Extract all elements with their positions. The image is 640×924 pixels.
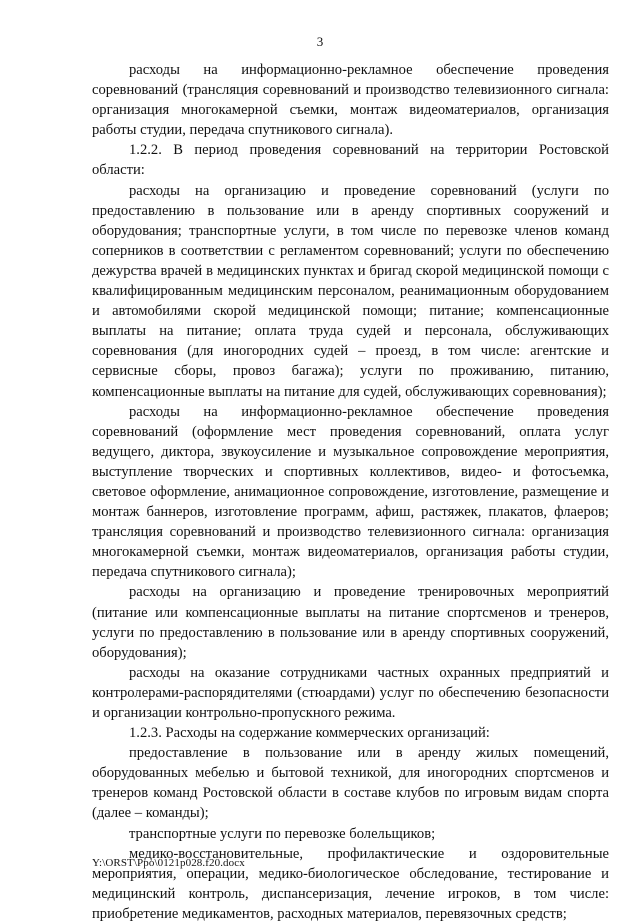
paragraph: транспортные услуги по перевозке болельщиков; bbox=[129, 825, 436, 842]
document-body bbox=[92, 60, 609, 924]
paragraph: расходы на организацию и проведение тренировочных мероприятий (питание или компенсационные выплаты на питание спортсменов и тренеров, услуги по предоставлению в пользование или в аренду спортивных сооружений, оборудования); bbox=[92, 584, 609, 661]
paragraph: расходы на информационно-рекламное обеспечение проведения соревнований (трансляция соревнований и производство телевизионного сигнала: организация многокамерной съемки, монтаж видеоматериалов, организация работы студии, передача спутникового сигнала). bbox=[92, 62, 609, 139]
paragraph: расходы на организацию и проведение соревнований (услуги по предоставлению в пользование или в аренду спортивных сооружений и оборудования; транспортные услуги, в том числе по перевозке членов команд соперников в соответствии с регламентом соревнований; услуги по обеспечению дежурства врачей в медицинских пунктах и бригад скорой медицинской помощи с квалифицированным медицинским персоналом, реанимационным оборудованием и автомобилями скорой медицинской помощи; питание; компенсационные выплаты на питание; оплата труда судей и персонала, обслуживающих соревнования (для иногородних судей – проезд, в том числе: агентские и сервисные сборы, провоз багажа); услуги по проживанию, питанию, компенсационные выплаты на питание для судей, обслуживающих соревнования); bbox=[92, 182, 609, 400]
footer-file-path: Y:\ORST\Ppo\0121p028.f20.docx bbox=[92, 857, 245, 869]
page-number: 3 bbox=[316, 34, 324, 49]
paragraph: медико-восстановительные, профилактические и оздоровительные мероприятия, операции, медико-биологическое обследование, тестирование и медицинский контроль, диспансеризация, лечение игроков, в том числе: приобретение медикаментов, расходных материалов, перевязочных средств; bbox=[92, 845, 609, 922]
paragraph: расходы на оказание сотрудниками частных охранных предприятий и контролерами-распорядителями (стюардами) услуг по обеспечению безопасности и организации контрольно-пропускного режима. bbox=[92, 664, 609, 721]
section-heading: 1.2.2. В период проведения соревнований на территории Ростовской области: bbox=[92, 142, 609, 179]
section-heading: 1.2.3. Расходы на содержание коммерческих организаций: bbox=[129, 725, 490, 742]
paragraph: расходы на информационно-рекламное обеспечение проведения соревнований (оформление мест проведения соревнований, оплата услуг ведущего, диктора, звукоусиление и музыкальное сопровождение мероприятия, выступление творческих и спортивных коллективов, видео- и фотосъемка, световое оформление, анимационное сопровождение, изготовление, размещение и монтаж баннеров, изготовление программ, афиш, растяжек, плакатов, флаеров; трансляция соревнований и производство телевизионного сигнала: организация многокамерной съемки, монтаж видеоматериалов, организация работы студии, передача спутникового сигнала); bbox=[92, 403, 609, 581]
paragraph: предоставление в пользование или в аренду жилых помещений, оборудованных мебелью и бытовой техникой, для иногородних спортсменов и тренеров команд Ростовской области в составе клубов по игровым видам спорта (далее – команды); bbox=[92, 745, 609, 822]
